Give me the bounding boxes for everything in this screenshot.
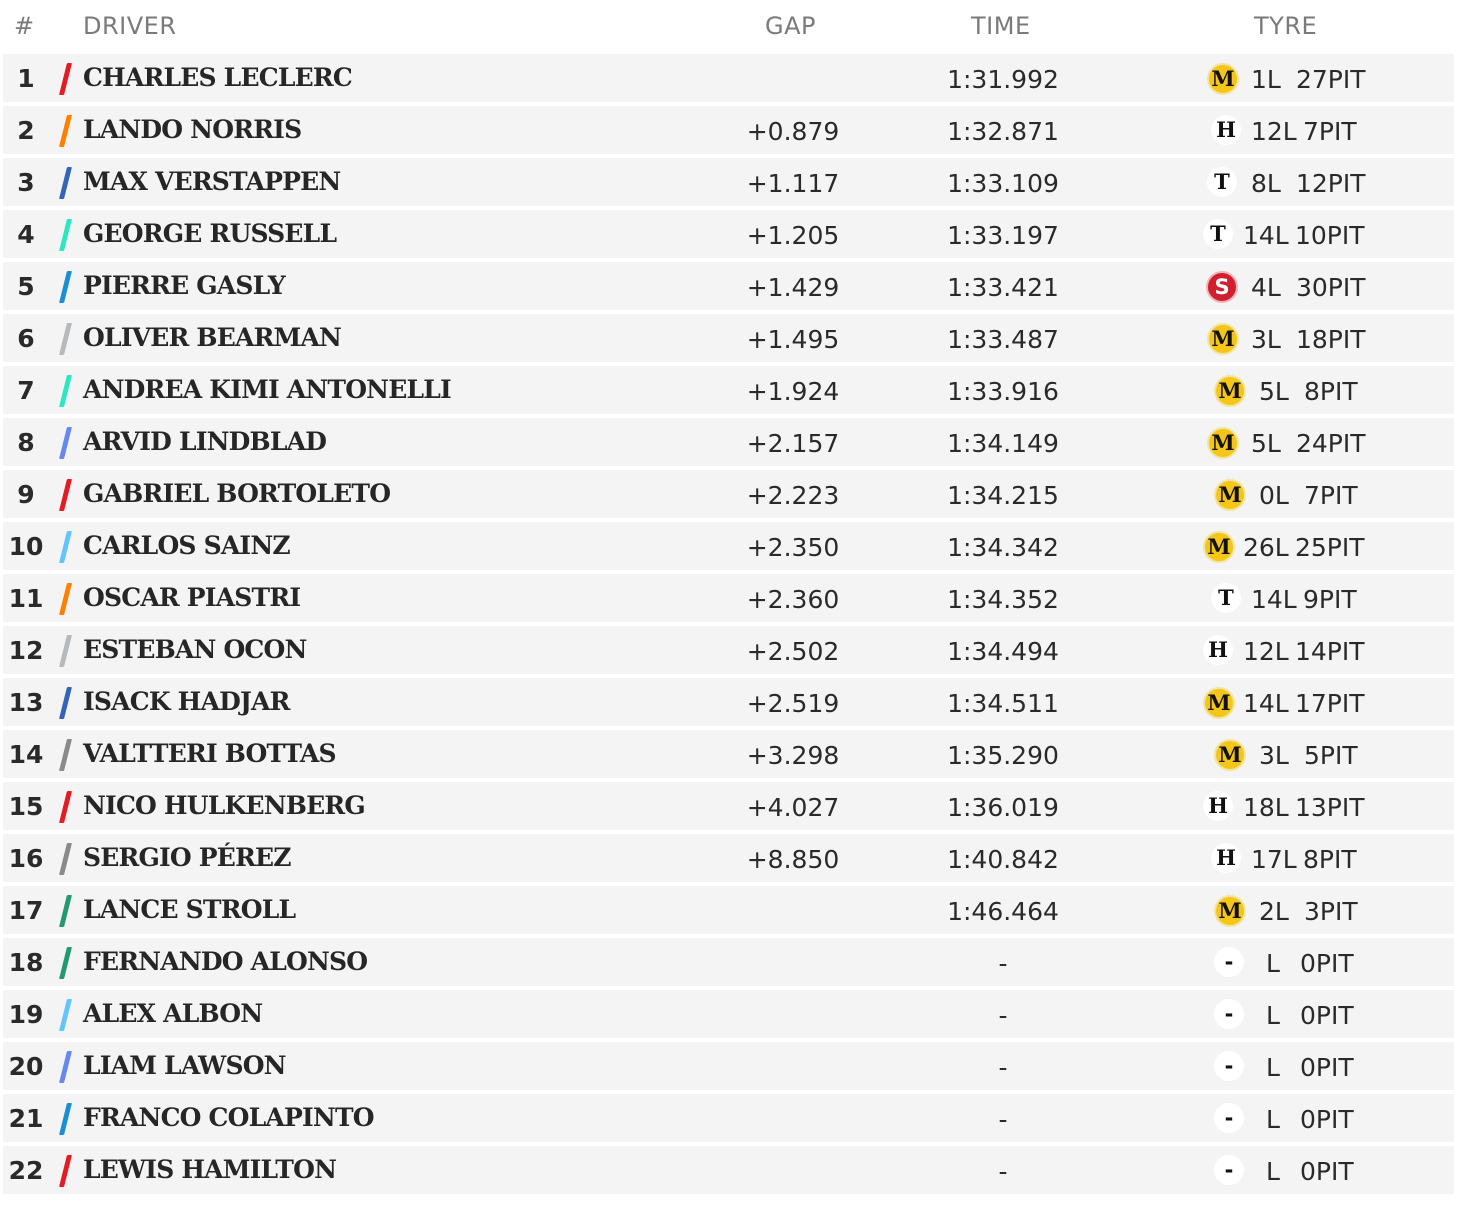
lap-time: 1:33.197 (947, 221, 1059, 250)
lap-time: - (998, 1053, 1008, 1082)
team-color-stripe (59, 999, 72, 1031)
gap-value: +1.429 (746, 273, 840, 302)
lap-time: 1:34.494 (947, 637, 1059, 666)
gap-value: +2.350 (746, 533, 840, 562)
table-row[interactable] (3, 678, 1454, 726)
position-number: 16 (8, 844, 44, 873)
lap-time: 1:34.511 (947, 689, 1059, 718)
table-row[interactable] (3, 366, 1454, 414)
hard-tyre-icon: H (1203, 791, 1233, 821)
driver-name: GEORGE RUSSELL (83, 219, 337, 248)
position-number: 12 (8, 636, 44, 665)
position-number: 5 (17, 272, 35, 301)
gap-value: +2.157 (746, 429, 840, 458)
hard-tyre-icon: H (1211, 843, 1241, 873)
table-row[interactable] (3, 782, 1454, 830)
tyre-laps: 12L (1251, 117, 1297, 146)
tyre-laps: 12L (1243, 637, 1289, 666)
table-row[interactable] (3, 990, 1454, 1038)
position-number: 9 (17, 480, 35, 509)
test-tyre-icon: T (1211, 583, 1241, 613)
gap-value: +2.502 (746, 637, 840, 666)
pit-count: 17PIT (1295, 689, 1365, 718)
lap-time: 1:35.290 (947, 741, 1059, 770)
driver-name: CARLOS SAINZ (83, 531, 290, 560)
table-row[interactable] (3, 522, 1454, 570)
tyre-laps: 8L (1251, 169, 1281, 198)
lap-time: 1:33.109 (947, 169, 1059, 198)
pit-count: 5PIT (1304, 741, 1358, 770)
position-number: 7 (17, 376, 35, 405)
lap-time: 1:34.215 (947, 481, 1059, 510)
pit-count: 0PIT (1300, 1053, 1354, 1082)
team-color-stripe (59, 739, 72, 771)
table-row[interactable] (3, 1094, 1454, 1142)
team-color-stripe (59, 375, 72, 407)
table-header (0, 0, 1466, 54)
no-tyre-icon: - (1214, 999, 1244, 1029)
team-color-stripe (59, 1051, 72, 1083)
tyre-laps: 14L (1251, 585, 1297, 614)
position-number: 18 (8, 948, 44, 977)
pit-count: 8PIT (1304, 377, 1358, 406)
no-tyre-icon: - (1214, 947, 1244, 977)
table-row[interactable] (3, 106, 1454, 154)
gap-value: +1.117 (746, 169, 840, 198)
driver-name: LANDO NORRIS (83, 115, 302, 144)
no-tyre-icon: - (1214, 1103, 1244, 1133)
driver-name: ARVID LINDBLAD (83, 427, 327, 456)
driver-name: ISACK HADJAR (83, 687, 290, 716)
tyre-laps: L (1266, 1053, 1280, 1082)
team-color-stripe (59, 895, 72, 927)
table-row[interactable] (3, 262, 1454, 310)
header-position: # (14, 12, 35, 40)
driver-name: MAX VERSTAPPEN (83, 167, 341, 196)
lap-time: - (998, 1001, 1008, 1030)
test-tyre-icon: T (1203, 219, 1233, 249)
gap-value: +1.495 (746, 325, 840, 354)
pit-count: 14PIT (1295, 637, 1365, 666)
table-row[interactable] (3, 314, 1454, 362)
tyre-laps: 17L (1251, 845, 1297, 874)
team-color-stripe (59, 271, 72, 303)
medium-tyre-icon: M (1207, 323, 1239, 355)
medium-tyre-icon: M (1214, 739, 1246, 771)
table-row[interactable] (3, 834, 1454, 882)
medium-tyre-icon: M (1214, 479, 1246, 511)
pit-count: 25PIT (1295, 533, 1365, 562)
pit-count: 13PIT (1295, 793, 1365, 822)
team-color-stripe (59, 843, 72, 875)
team-color-stripe (59, 791, 72, 823)
pit-count: 24PIT (1296, 429, 1366, 458)
table-row[interactable] (3, 418, 1454, 466)
driver-name: OSCAR PIASTRI (83, 583, 301, 612)
medium-tyre-icon: M (1214, 375, 1246, 407)
tyre-laps: 14L (1243, 221, 1289, 250)
gap-value: +1.924 (746, 377, 840, 406)
team-color-stripe (59, 427, 72, 459)
lap-time: 1:32.871 (947, 117, 1059, 146)
pit-count: 7PIT (1304, 481, 1358, 510)
driver-name: ANDREA KIMI ANTONELLI (83, 375, 451, 404)
pit-count: 7PIT (1303, 117, 1357, 146)
header-driver: DRIVER (83, 12, 177, 40)
table-row[interactable] (3, 938, 1454, 986)
driver-name: LEWIS HAMILTON (83, 1155, 337, 1184)
team-color-stripe (59, 63, 72, 95)
team-color-stripe (59, 115, 72, 147)
header-tyre: TYRE (1254, 12, 1318, 40)
lap-time: - (998, 1105, 1008, 1134)
table-row[interactable] (3, 730, 1454, 778)
position-number: 13 (8, 688, 44, 717)
team-color-stripe (59, 219, 72, 251)
pit-count: 0PIT (1300, 949, 1354, 978)
team-color-stripe (59, 531, 72, 563)
lap-time: 1:34.352 (947, 585, 1059, 614)
header-time: TIME (971, 12, 1031, 40)
tyre-laps: 26L (1243, 533, 1289, 562)
tyre-laps: 2L (1259, 897, 1289, 926)
medium-tyre-icon: M (1207, 63, 1239, 95)
table-row[interactable] (3, 470, 1454, 518)
pit-count: 10PIT (1295, 221, 1365, 250)
position-number: 15 (8, 792, 44, 821)
driver-name: VALTTERI BOTTAS (83, 739, 336, 768)
team-color-stripe (59, 583, 72, 615)
tyre-laps: L (1266, 1105, 1280, 1134)
pit-count: 9PIT (1303, 585, 1357, 614)
tyre-laps: 5L (1259, 377, 1289, 406)
table-body (0, 54, 1466, 1194)
driver-name: LIAM LAWSON (83, 1051, 286, 1080)
pit-count: 0PIT (1300, 1157, 1354, 1186)
team-color-stripe (59, 479, 72, 511)
gap-value: +1.205 (746, 221, 840, 250)
driver-name: NICO HULKENBERG (83, 791, 365, 820)
lap-time: 1:33.421 (947, 273, 1059, 302)
table-row[interactable] (3, 1146, 1454, 1194)
driver-name: PIERRE GASLY (83, 271, 285, 300)
gap-value: +2.223 (746, 481, 840, 510)
pit-count: 18PIT (1296, 325, 1366, 354)
no-tyre-icon: - (1214, 1051, 1244, 1081)
team-color-stripe (59, 323, 72, 355)
team-color-stripe (59, 635, 72, 667)
gap-value: +2.360 (746, 585, 840, 614)
position-number: 21 (8, 1104, 44, 1133)
gap-value: +2.519 (746, 689, 840, 718)
team-color-stripe (59, 1103, 72, 1135)
position-number: 1 (17, 64, 35, 93)
tyre-laps: 5L (1251, 429, 1281, 458)
table-row[interactable] (3, 886, 1454, 934)
lap-time: 1:34.149 (947, 429, 1059, 458)
medium-tyre-icon: M (1203, 531, 1235, 563)
gap-value: +4.027 (746, 793, 840, 822)
medium-tyre-icon: M (1203, 687, 1235, 719)
position-number: 11 (8, 584, 44, 613)
team-color-stripe (59, 947, 72, 979)
table-row[interactable] (3, 626, 1454, 674)
tyre-laps: 3L (1259, 741, 1289, 770)
pit-count: 30PIT (1296, 273, 1366, 302)
position-number: 22 (8, 1156, 44, 1185)
pit-count: 0PIT (1300, 1105, 1354, 1134)
tyre-laps: L (1266, 949, 1280, 978)
hard-tyre-icon: H (1203, 635, 1233, 665)
header-gap: GAP (765, 12, 816, 40)
team-color-stripe (59, 167, 72, 199)
driver-name: FERNANDO ALONSO (83, 947, 368, 976)
pit-count: 8PIT (1303, 845, 1357, 874)
driver-name: LANCE STROLL (83, 895, 296, 924)
table-row[interactable] (3, 158, 1454, 206)
driver-name: FRANCO COLAPINTO (83, 1103, 374, 1132)
position-number: 17 (8, 896, 44, 925)
tyre-laps: L (1266, 1157, 1280, 1186)
tyre-laps: 3L (1251, 325, 1281, 354)
driver-name: ALEX ALBON (83, 999, 263, 1028)
position-number: 20 (8, 1052, 44, 1081)
position-number: 10 (8, 532, 44, 561)
medium-tyre-icon: M (1207, 427, 1239, 459)
lap-time: 1:33.916 (947, 377, 1059, 406)
position-number: 14 (8, 740, 44, 769)
gap-value: +3.298 (746, 741, 840, 770)
position-number: 8 (17, 428, 35, 457)
lap-time: 1:40.842 (947, 845, 1059, 874)
table-row[interactable] (3, 54, 1454, 102)
soft-tyre-icon: S (1206, 271, 1238, 303)
table-row[interactable] (3, 210, 1454, 258)
table-row[interactable] (3, 1042, 1454, 1090)
lap-time: 1:33.487 (947, 325, 1059, 354)
tyre-laps: 0L (1259, 481, 1289, 510)
no-tyre-icon: - (1214, 1155, 1244, 1185)
team-color-stripe (59, 687, 72, 719)
driver-name: CHARLES LECLERC (83, 63, 352, 92)
gap-value: +0.879 (746, 117, 840, 146)
lap-time: 1:31.992 (947, 65, 1059, 94)
position-number: 19 (8, 1000, 44, 1029)
tyre-laps: 1L (1251, 65, 1281, 94)
medium-tyre-icon: M (1214, 895, 1246, 927)
tyre-laps: 14L (1243, 689, 1289, 718)
tyre-laps: 4L (1251, 273, 1281, 302)
tyre-laps: L (1266, 1001, 1280, 1030)
driver-name: OLIVER BEARMAN (83, 323, 342, 352)
lap-time: 1:46.464 (947, 897, 1059, 926)
lap-time: 1:36.019 (947, 793, 1059, 822)
driver-name: SERGIO PÉREZ (83, 843, 291, 872)
pit-count: 12PIT (1296, 169, 1366, 198)
pit-count: 27PIT (1296, 65, 1366, 94)
driver-name: ESTEBAN OCON (83, 635, 307, 664)
gap-value: +8.850 (746, 845, 840, 874)
position-number: 4 (17, 220, 35, 249)
hard-tyre-icon: H (1211, 115, 1241, 145)
lap-time: 1:34.342 (947, 533, 1059, 562)
pit-count: 3PIT (1304, 897, 1358, 926)
table-row[interactable] (3, 574, 1454, 622)
test-tyre-icon: T (1207, 167, 1237, 197)
pit-count: 0PIT (1300, 1001, 1354, 1030)
position-number: 3 (17, 168, 35, 197)
position-number: 2 (17, 116, 35, 145)
team-color-stripe (59, 1155, 72, 1187)
position-number: 6 (17, 324, 35, 353)
tyre-laps: 18L (1243, 793, 1289, 822)
lap-time: - (998, 1157, 1008, 1186)
lap-time: - (998, 949, 1008, 978)
driver-name: GABRIEL BORTOLETO (83, 479, 391, 508)
